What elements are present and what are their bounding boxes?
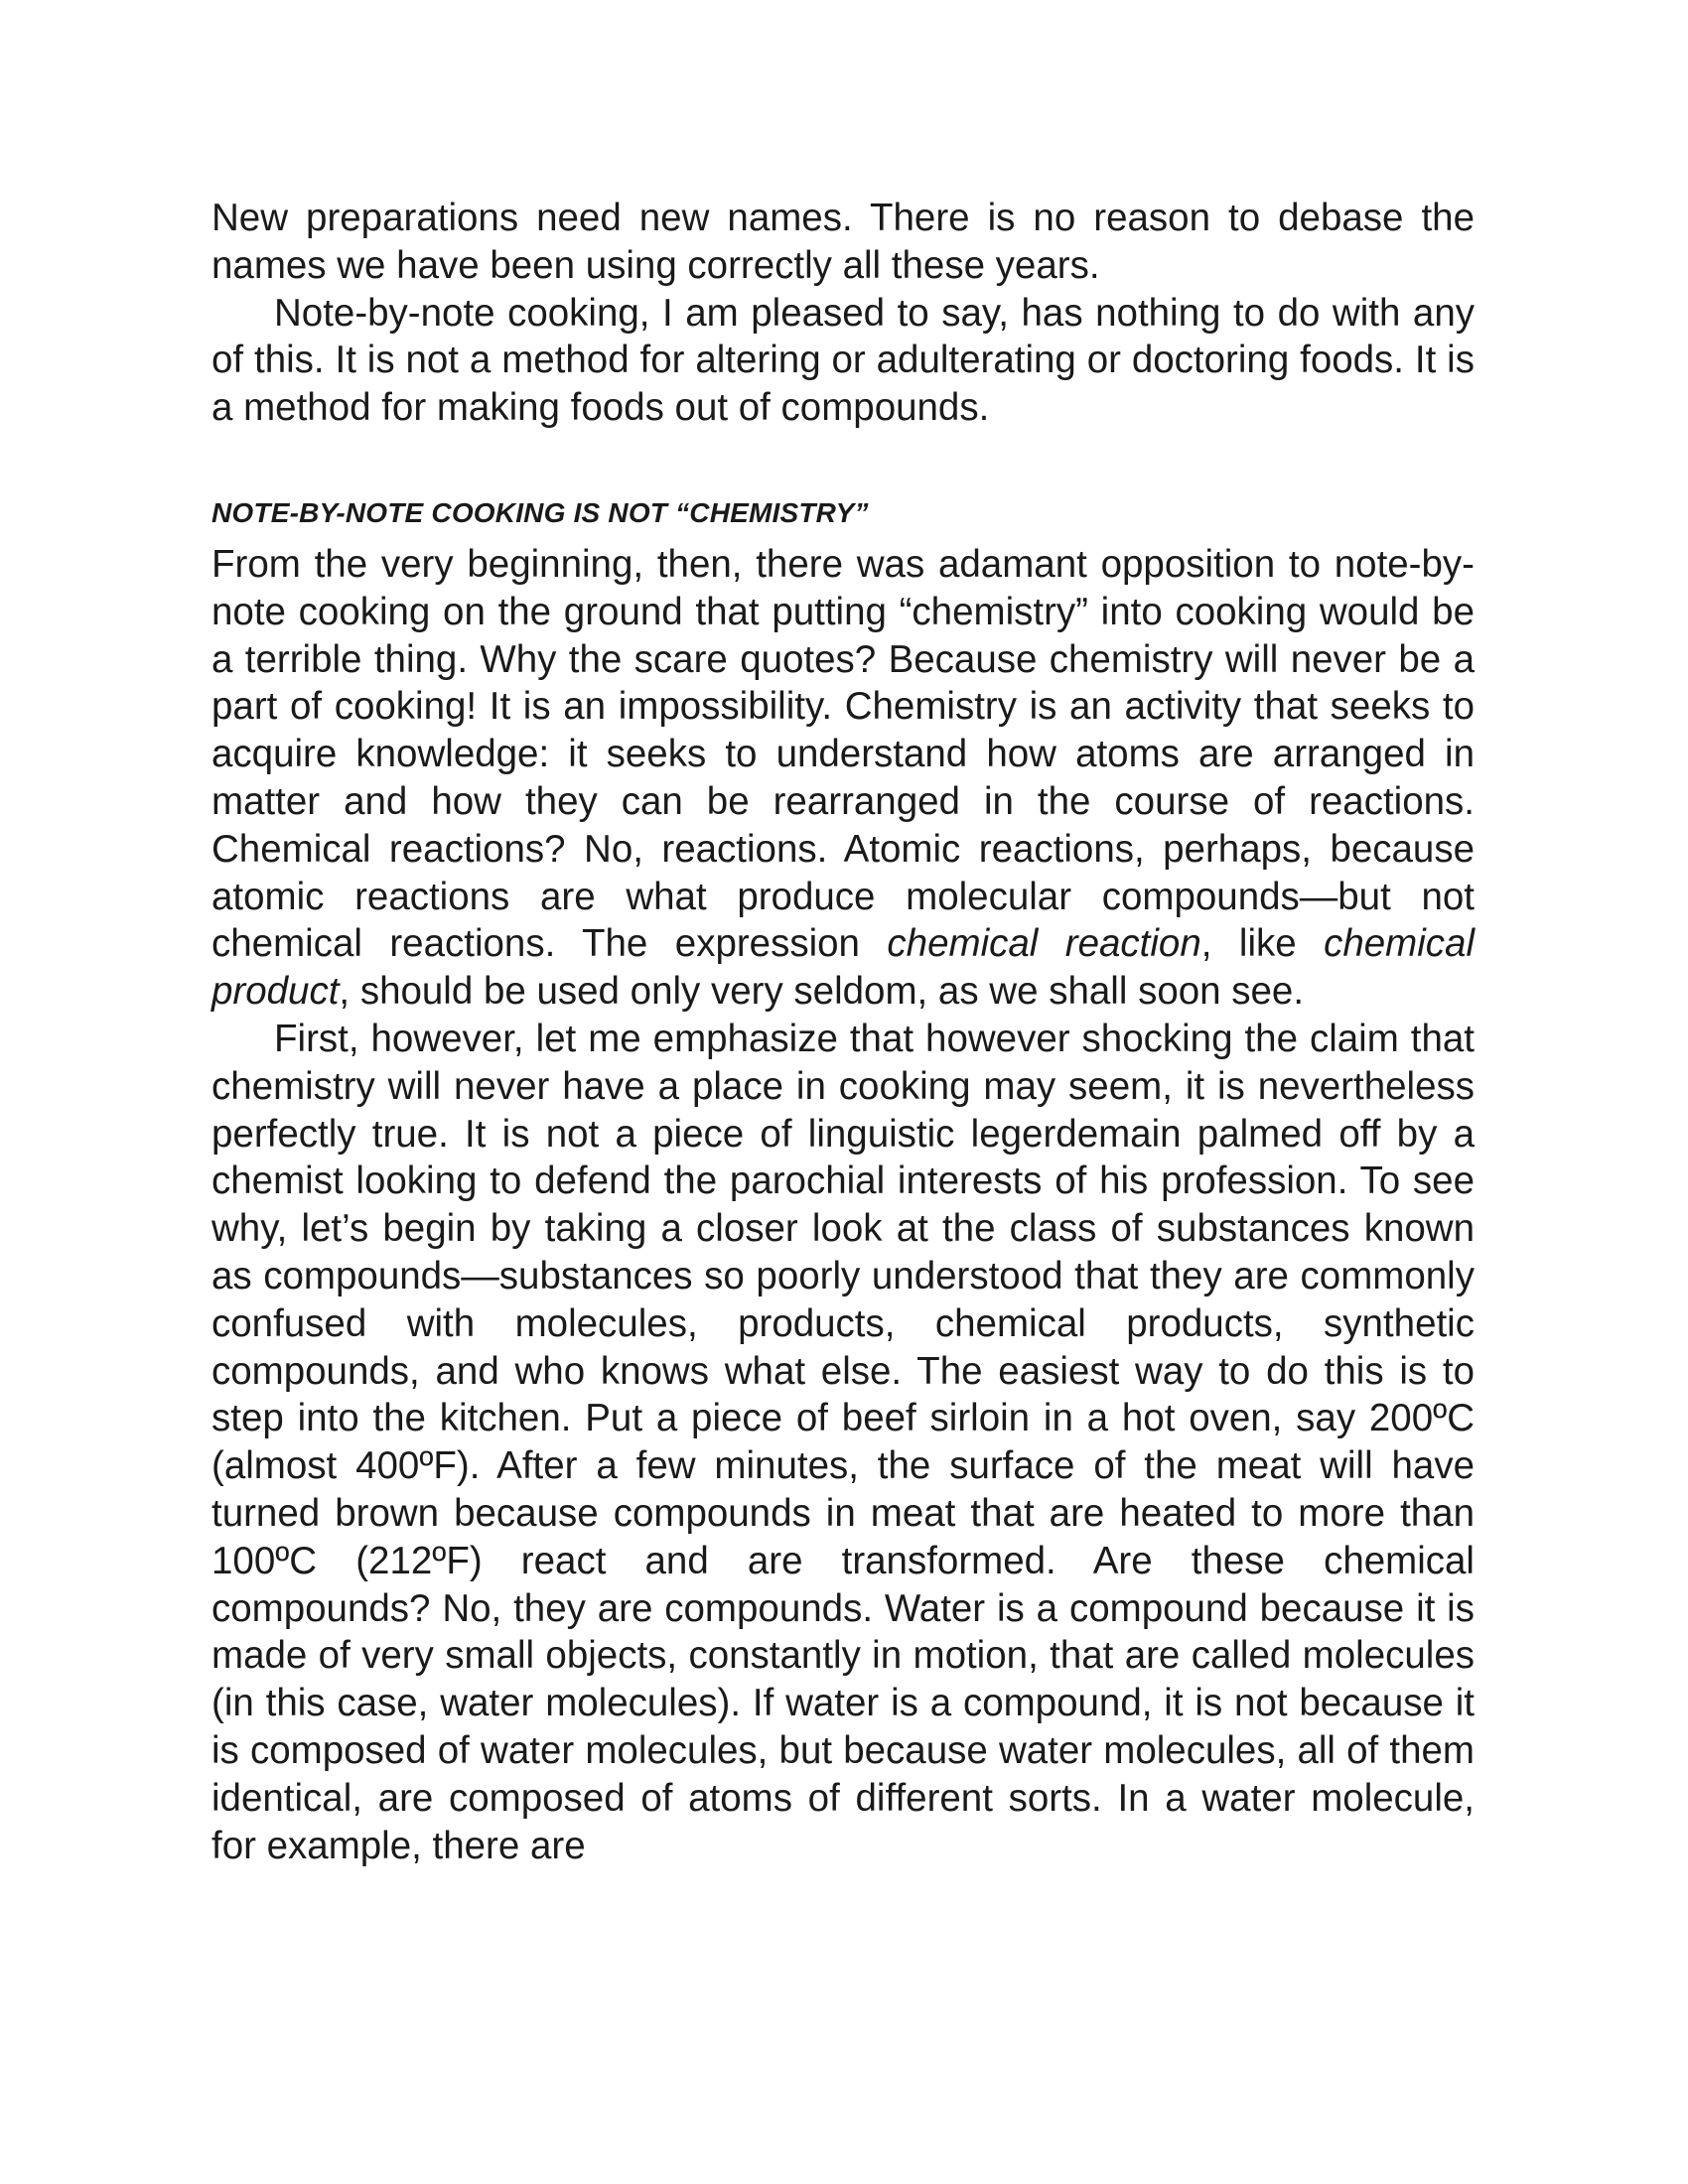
term-chemical-product: chemical product bbox=[211, 922, 1476, 1014]
paragraph-3 bbox=[211, 541, 1475, 1016]
term-chemical-reaction: chemical reaction bbox=[887, 922, 1201, 966]
section-heading: NOTE-BY-NOTE COOKING IS NOT “CHEMISTRY” bbox=[211, 496, 869, 528]
paragraph-2: Note-by-note cooking, I am pleased to say, has nothing to do with any of this. It is not a method for altering or adulterating or doctoring foods. It is a method for making foods out of compounds. bbox=[211, 291, 1475, 430]
paragraph-3-text-b: , like bbox=[1200, 922, 1325, 966]
paragraph-3-text-c: , should be used only very seldom, as we shall soon see. bbox=[339, 970, 1305, 1014]
page-body bbox=[211, 195, 1475, 1869]
paragraph-1: New preparations need new names. There is no reason to debase the names we have been using correctly all these years. bbox=[211, 197, 1475, 287]
paragraph-3-text-a: From the very beginning, then, there was adamant opposition to note-by-note cooking on the ground that putting “chemistry” into cooking would be a terrible thing. Why the scare quotes? Because chemistry will never be a part of cooking! It is an impossibility. Chemistry is an activity that seeks to acquire knowledge: it seeks to understand how atoms are arranged in matter and how they can be rearranged in the course of reactions. Chemical reactions? No, reactions. Atomic reactions, perhaps, because atomic reactions are what produce molecular compounds—but not chemical reactions. The expression bbox=[211, 542, 1475, 966]
paragraph-4: First, however, let me emphasize that however shocking the claim that chemistry will never have a place in cooking may seem, it is nevertheless perfectly true. It is not a piece of linguistic legerdemain palmed off by a chemist looking to defend the parochial interests of his profession. To see why, let’s begin by taking a closer look at the class of substances known as compounds—substances so poorly understood that they are commonly confused with molecules, products, chemical products, synthetic compounds, and who knows what else. The easiest way to do this is to step into the kitchen. Put a piece of beef sirloin in a hot oven, say 200ºC (almost 400ºF). After a few minutes, the surface of the meat will have turned brown because compounds in meat that are heated to more than 100ºC (212ºF) react and are transformed. Are these chemical compounds? No, they are compounds. Water is a compound because it is made of very small objects, constantly in motion, that are called molecules (in this case, water molecules). If water is a compound, it is not because it is composed of water molecules, but because water molecules, all of them identical, are composed of atoms of different sorts. In a water molecule, for example, there are bbox=[211, 1017, 1475, 1867]
